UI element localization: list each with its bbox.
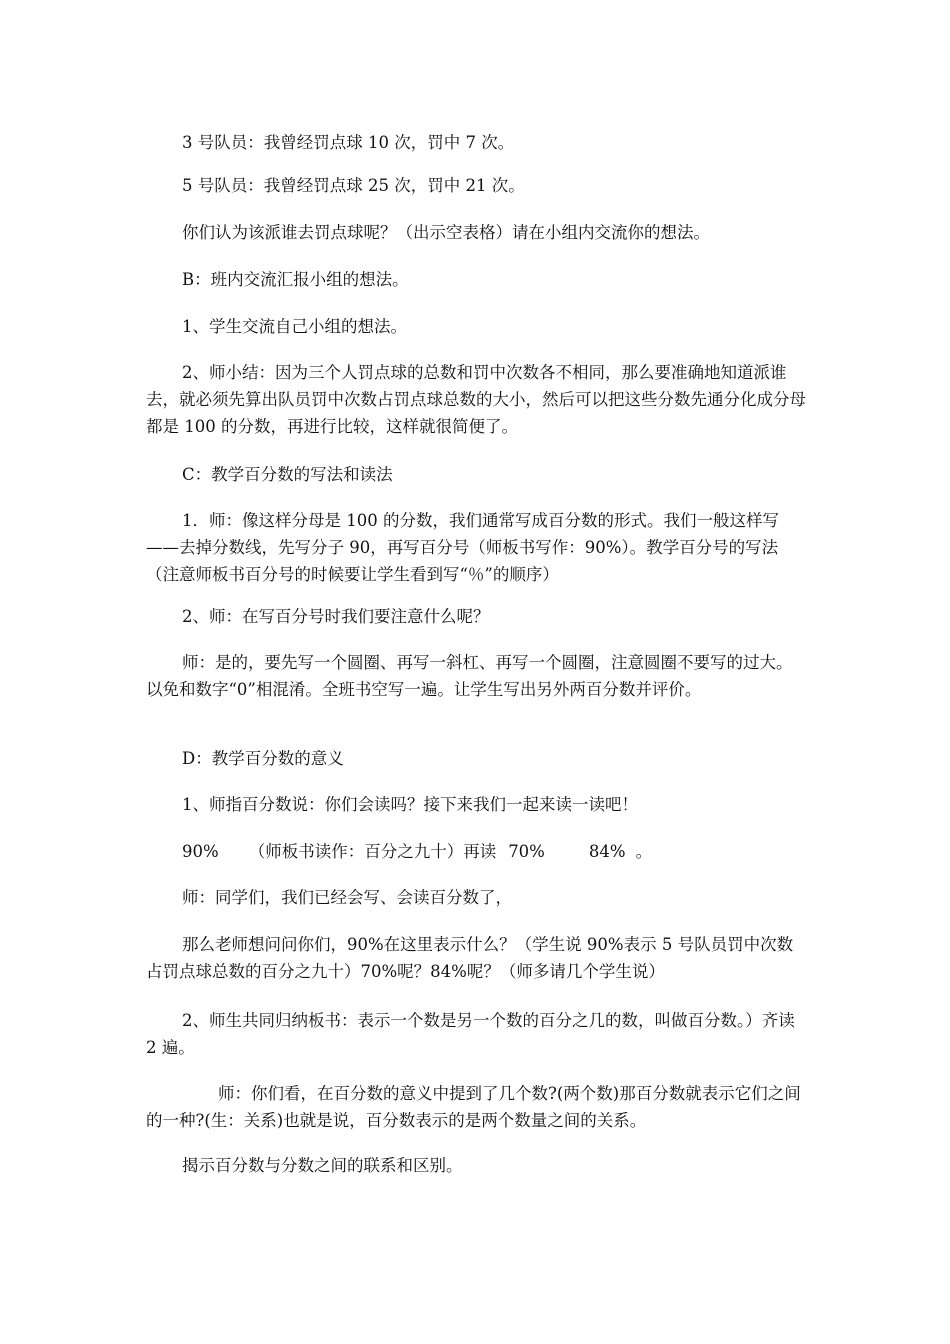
percent-84: 84% xyxy=(588,842,626,861)
paragraph: 揭示百分数与分数之间的联系和区别。 xyxy=(182,1156,463,1175)
paragraph: 1、学生交流自己小组的想法。 xyxy=(182,317,407,336)
paragraph: 2、师生共同归纳板书：表示一个数是另一个数的百分之几的数，叫做百分数。）齐读 2 遍。 xyxy=(146,1011,795,1057)
paragraph: 1、师指百分数说：你们会读吗？接下来我们一起来读一读吧！ xyxy=(182,795,638,814)
paragraph: 3 号队员：我曾经罚点球 10 次，罚中 7 次。 xyxy=(182,133,515,152)
section-heading: D：教学百分数的意义 xyxy=(182,749,344,768)
percent-90: 90% xyxy=(182,842,219,861)
reading-line xyxy=(146,838,808,865)
paragraph: 1．师：像这样分母是 100 的分数，我们通常写成百分数的形式。我们一般这样写——去掉分数线，先写分子 90，再写百分号（师板书写作：90%）。教学百分号的写法（注意师板书百分号的时候要让学生看到写“％”的顺序） xyxy=(146,511,779,584)
paragraph: 你们认为该派谁去罚点球呢？（出示空表格）请在小组内交流你的想法。 xyxy=(182,223,710,242)
paragraph: 那么老师想问问你们，90%在这里表示什么？（学生说 90%表示 5 号队员罚中次数占罚点球总数的百分之九十）70%呢？84%呢？（师多请几个学生说） xyxy=(146,935,794,981)
paragraph: B：班内交流汇报小组的想法。 xyxy=(182,270,409,289)
percent-70: 70% xyxy=(508,842,545,861)
reading-note: （师板书读作：百分之九十）再读 xyxy=(248,842,497,861)
section-heading: C：教学百分数的写法和读法 xyxy=(182,465,393,484)
paragraph: 5 号队员：我曾经罚点球 25 次，罚中 21 次。 xyxy=(182,176,525,195)
paragraph: 师：你们看，在百分数的意义中提到了几个数?(两个数)那百分数就表示它们之间的一种?(生：关系)也就是说，百分数表示的是两个数量之间的关系。 xyxy=(146,1084,801,1130)
period: 。 xyxy=(635,842,653,861)
paragraph: 2、师：在写百分号时我们要注意什么呢？ xyxy=(182,607,490,626)
paragraph: 师：同学们，我们已经会写、会读百分数了， xyxy=(182,888,512,907)
paragraph: 2、师小结：因为三个人罚点球的总数和罚中次数各不相同，那么要准确地知道派谁去，就必须先算出队员罚中次数占罚点球总数的大小，然后可以把这些分数先通分化成分母都是 100 的分数，再进行比较，这样就很简便了。 xyxy=(146,363,806,436)
paragraph: 师：是的，要先写一个圆圈、再写一斜杠、再写一个圆圈，注意圆圈不要写的过大。以免和数字“0”相混淆。全班书空写一遍。让学生写出另外两百分数并评价。 xyxy=(146,653,793,699)
